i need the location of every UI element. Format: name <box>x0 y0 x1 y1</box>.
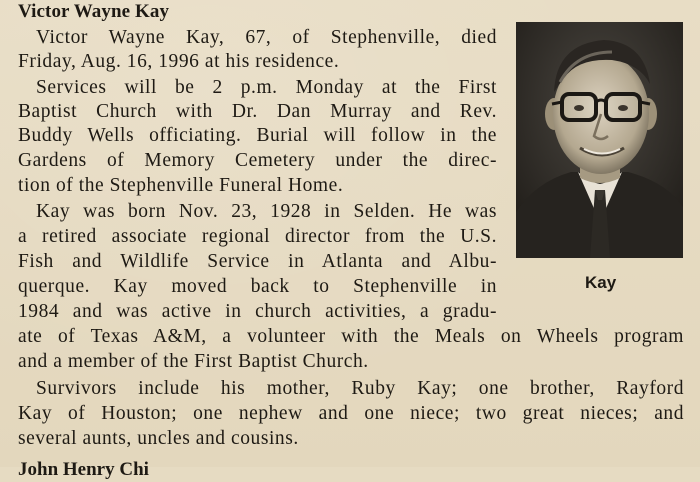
body-line: Kay of Houston; one nephew and one niece; two great nieces; and <box>18 403 684 424</box>
body-line: Kay was born Nov. 23, 1928 in Selden. He was <box>36 201 497 222</box>
obituary-heading: Victor Wayne Kay <box>18 1 170 22</box>
body-line: Survivors include his mother, Ruby Kay; one brother, Rayford <box>36 378 684 399</box>
body-line: ate of Texas A&M, a volunteer with the Meals on Wheels program <box>18 326 684 347</box>
body-line: tion of the Stephenville Funeral Home. <box>18 175 344 196</box>
body-line: and a member of the First Baptist Church. <box>18 351 369 372</box>
body-line: Fish and Wildlife Service in Atlanta and Albu- <box>18 251 497 272</box>
body-line: querque. Kay moved back to Stephenville in <box>18 276 497 297</box>
body-line: Services will be 2 p.m. Monday at the First <box>36 77 497 98</box>
body-line: Baptist Church with Dr. Dan Murray and Rev. <box>18 101 497 122</box>
photo-caption: Kay <box>585 273 617 292</box>
portrait-photo <box>516 22 683 258</box>
next-obituary-heading: John Henry Chi <box>18 459 149 480</box>
body-line: Friday, Aug. 16, 1996 at his residence. <box>18 51 340 72</box>
body-line: 1984 and was active in church activities, a gradu- <box>18 301 497 322</box>
body-line: Victor Wayne Kay, 67, of Stephenville, died <box>36 27 497 48</box>
body-line: Buddy Wells officiating. Burial will follow in the <box>18 125 497 146</box>
body-line: several aunts, uncles and cousins. <box>18 428 299 449</box>
body-line: Gardens of Memory Cemetery under the direc- <box>18 150 497 171</box>
portrait-illustration <box>516 22 683 258</box>
body-line: a retired associate regional director from the U.S. <box>18 226 497 247</box>
